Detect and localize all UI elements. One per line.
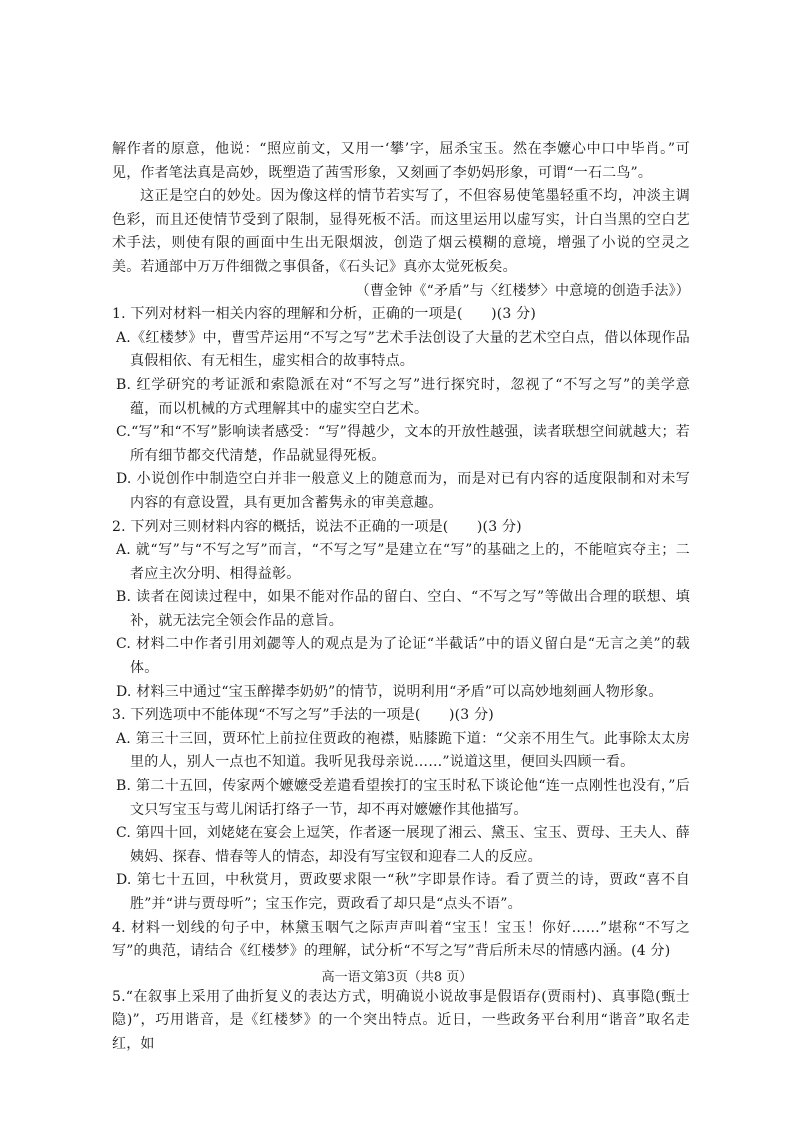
question-5 xyxy=(112,986,690,1057)
option-b: B. 读者在阅读过程中，如果不能对作品的留白、空白、“不写之写”等做出合理的联想、填补，就无法完全领会作品的意旨。 xyxy=(116,589,690,629)
question-3 xyxy=(112,704,690,916)
option-d: D. 小说创作中制造空白并非一般意义上的随意而为，而是对已有内容的适度限制和对未写内容的有意设置，具有更加含蓄隽永的审美意趣。 xyxy=(116,471,690,511)
option-a: A.《红楼梦》中，曹雪芹运用“不写之写”艺术手法创设了大量的艺术空白点，借以体现作品真假相依、有无相生，虚实相合的故事特点。 xyxy=(116,329,690,370)
passage-source: （曹金钟《“矛盾”与〈红楼梦〉中意境的创造手法》） xyxy=(355,282,690,299)
page-content xyxy=(112,138,690,1057)
option-a: A. 第三十三回，贾环忙上前拉住贾政的袍襟，贴膝跪下道：“父亲不用生气。此事除太太房里的人，别人一点也不知道。我听见我母亲说……”说道这里，便回头四顾一看。 xyxy=(116,730,690,771)
option-c: C.“写”和“不写”影响读者感受：“写”得越少，文本的开放性越强，读者联想空间就越大；若所有细节都交代清楚，作品就显得死板。 xyxy=(116,424,690,464)
question-stem: 4. 材料一划线的句子中，林黛玉咽气之际声声叫着“宝玉！宝玉！你好……”堪称“不写之写”的典范，请结合《红楼梦》的理解，试分析“不写之写”背后所未尽的情感内涵。(4 分) xyxy=(112,919,690,960)
option-b: B. 第二十五回，传家两个嬷嬷受差遣看望挨打的宝玉时私下谈论他“连一点刚性也没有，”后文只写宝玉与莺儿闲话打络子一节，却不再对嬷嬷作其他描写。 xyxy=(116,778,690,818)
option-d: D. 第七十五回，中秋赏月，贾政要求限一“秋”字即景作诗。看了贾兰的诗，贾政“喜不自胜”并“讲与贾母听”；宝玉作完，贾政看了却只是“点头不语”。 xyxy=(116,872,690,912)
option-c: C. 第四十回，刘姥姥在宴会上逗笑，作者逐一展现了湘云、黛玉、宝玉、贾母、王夫人、薛姨妈、探春、惜春等人的情态，却没有写宝钗和迎春二人的反应。 xyxy=(116,825,690,865)
option-b: B. 红学研究的考证派和索隐派在对“不写之写”进行探究时，忽视了“不写之写”的美学意蕴，而以机械的方式理解其中的虚实空白艺术。 xyxy=(116,376,690,417)
question-4 xyxy=(112,917,690,964)
option-a: A. 就“写”与“不写之写”而言，“不写之写”是建立在“写”的基础之上的，不能喧宾夺主；二者应主次分明、相得益彰。 xyxy=(116,542,690,582)
option-d: D. 材料三中通过“宝玉醉撵李奶奶”的情节，说明利用“矛盾”可以高妙地刻画人物形象。 xyxy=(116,683,663,700)
passage-paragraph-2: 这正是空白的妙处。因为像这样的情节若实写了，不但容易使笔墨轻重不均，冲淡主调色彩，而且还使情节受到了限制，显得死板不活。而这里运用以虚写实，计白当黑的空白艺术手法，则使有限的画面中生出无限烟波，创造了烟云模糊的意境，增强了小说的空灵之美。若通部中万万件细微之事俱备，《石头记》真亦太觉死板矣。 xyxy=(112,188,690,275)
question-stem: 5.“在叙事上采用了曲折复义的表达方式，明确说小说故事是假语存(贾雨村)、真事隐(甄士隐)”，巧用谐音，是《红楼梦》的一个突出特点。近日，一些政务平台利用“谐音”取名走红，如 xyxy=(112,988,690,1052)
question-2 xyxy=(112,516,690,705)
question-stem: 1. 下列对材料一相关内容的理解和分析，正确的一项是( )(3 分) xyxy=(112,306,537,323)
option-c: C. 材料二中作者引用刘勰等人的观点是为了论证“半截话”中的语义留白是“无言之美”的载体。 xyxy=(116,636,690,677)
passage-paragraph-1: 解作者的原意，他说：“照应前文，又用一‘攀’字，屈杀宝玉。然在李嬷心中口中毕肖。”可见，作者笔法真是高妙，既塑造了茜雪形象，又刻画了李奶妈形象，可谓“一石二鸟”。 xyxy=(112,141,690,181)
question-stem: 3. 下列选项中不能体现“不写之写”手法的一项是( )(3 分) xyxy=(112,707,494,724)
question-stem: 2. 下列对三则材料内容的概括，说法不正确的一项是( )(3 分) xyxy=(112,518,522,535)
page-footer: 高一语文第3页（共8 页） xyxy=(321,970,473,985)
question-1 xyxy=(112,303,690,515)
